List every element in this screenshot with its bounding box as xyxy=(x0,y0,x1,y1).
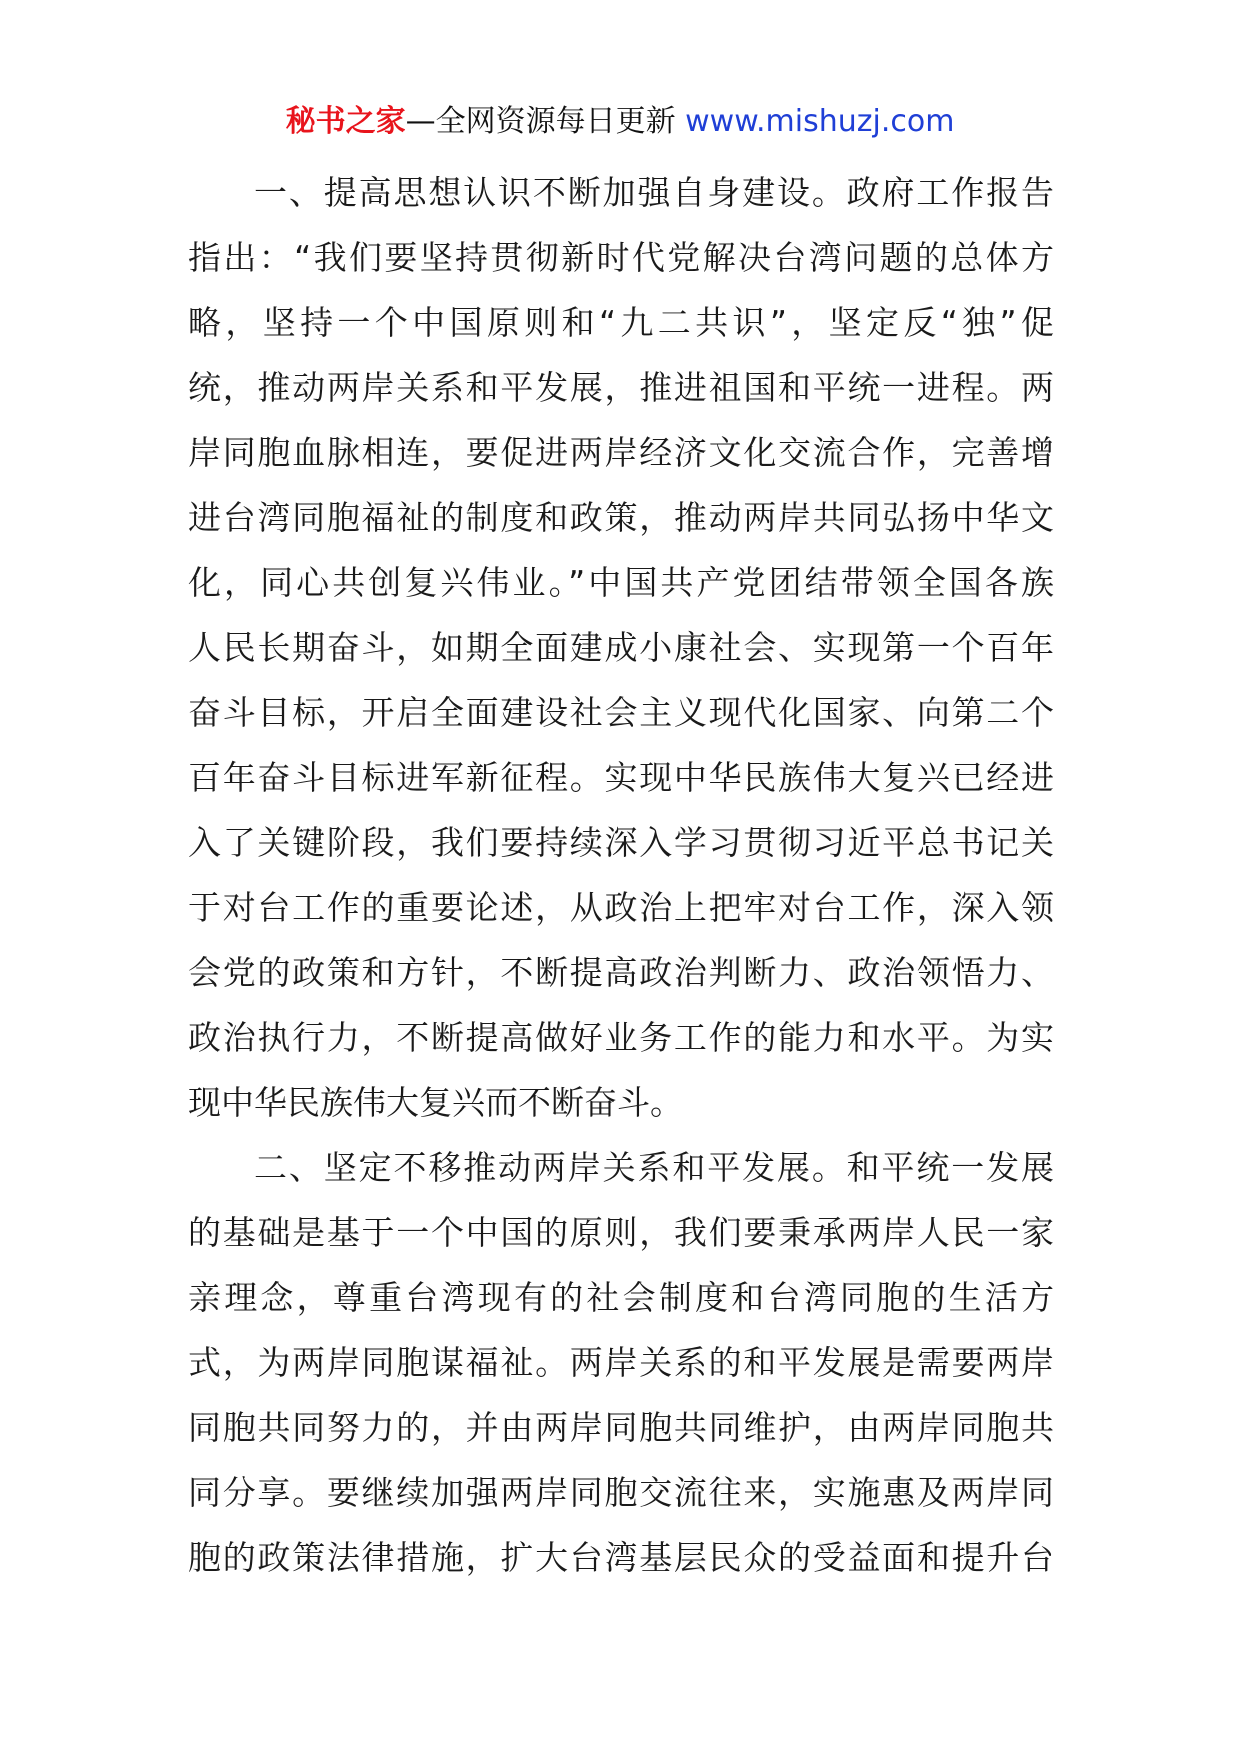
text-line: 会党的政策和方针，不断提高政治判断力、政治领悟力、 xyxy=(188,953,1054,992)
text-line: 政治执行力，不断提高做好业务工作的能力和水平。为实 xyxy=(188,1018,1054,1057)
text-line: 人民长期奋斗，如期全面建成小康社会、实现第一个百年 xyxy=(188,628,1054,667)
paragraph-2 xyxy=(188,1135,1054,1590)
text-line: 奋斗目标，开启全面建设社会主义现代化国家、向第二个 xyxy=(188,693,1054,732)
text-line: 进台湾同胞福祉的制度和政策，推动两岸共同弘扬中华文 xyxy=(188,498,1054,537)
page-header xyxy=(0,100,1240,144)
header-brand: 秘书之家 xyxy=(285,104,406,139)
text-line: 的基础是基于一个中国的原则，我们要秉承两岸人民一家 xyxy=(188,1213,1054,1252)
text-line: 二、坚定不移推动两岸关系和平发展。和平统一发展 xyxy=(254,1148,1054,1187)
header-url-link[interactable]: www.mishuzj.com xyxy=(685,104,955,139)
text-line: 统，推动两岸关系和平发展，推进祖国和平统一进程。两 xyxy=(188,368,1054,407)
text-line: 百年奋斗目标进军新征程。实现中华民族伟大复兴已经进 xyxy=(188,758,1054,797)
text-line: 入了关键阶段，我们要持续深入学习贯彻习近平总书记关 xyxy=(188,823,1054,862)
text-line: 于对台工作的重要论述，从政治上把牢对台工作，深入领 xyxy=(188,888,1054,927)
text-line: 同胞共同努力的，并由两岸同胞共同维护，由两岸同胞共 xyxy=(188,1408,1054,1447)
text-line: 同分享。要继续加强两岸同胞交流往来，实施惠及两岸同 xyxy=(188,1473,1054,1512)
text-line: 式，为两岸同胞谋福祉。两岸关系的和平发展是需要两岸 xyxy=(188,1343,1054,1382)
text-line: 一、提高思想认识不断加强自身建设。政府工作报告 xyxy=(254,173,1054,212)
paragraph-1 xyxy=(188,160,1054,1135)
text-line: 略，坚持一个中国原则和“九二共识”，坚定反“独”促 xyxy=(188,303,1054,342)
text-line: 胞的政策法律措施，扩大台湾基层民众的受益面和提升台 xyxy=(188,1538,1054,1577)
text-line: 现中华民族伟大复兴而不断奋斗。 xyxy=(188,1083,683,1122)
text-line: 指出：“我们要坚持贯彻新时代党解决台湾问题的总体方 xyxy=(188,238,1054,277)
header-tagline: —全网资源每日更新 xyxy=(405,104,686,139)
text-line: 化，同心共创复兴伟业。”中国共产党团结带领全国各族 xyxy=(188,563,1054,602)
document-body xyxy=(188,160,1054,1590)
text-line: 亲理念，尊重台湾现有的社会制度和台湾同胞的生活方 xyxy=(188,1278,1054,1317)
text-line: 岸同胞血脉相连，要促进两岸经济文化交流合作，完善增 xyxy=(188,433,1054,472)
